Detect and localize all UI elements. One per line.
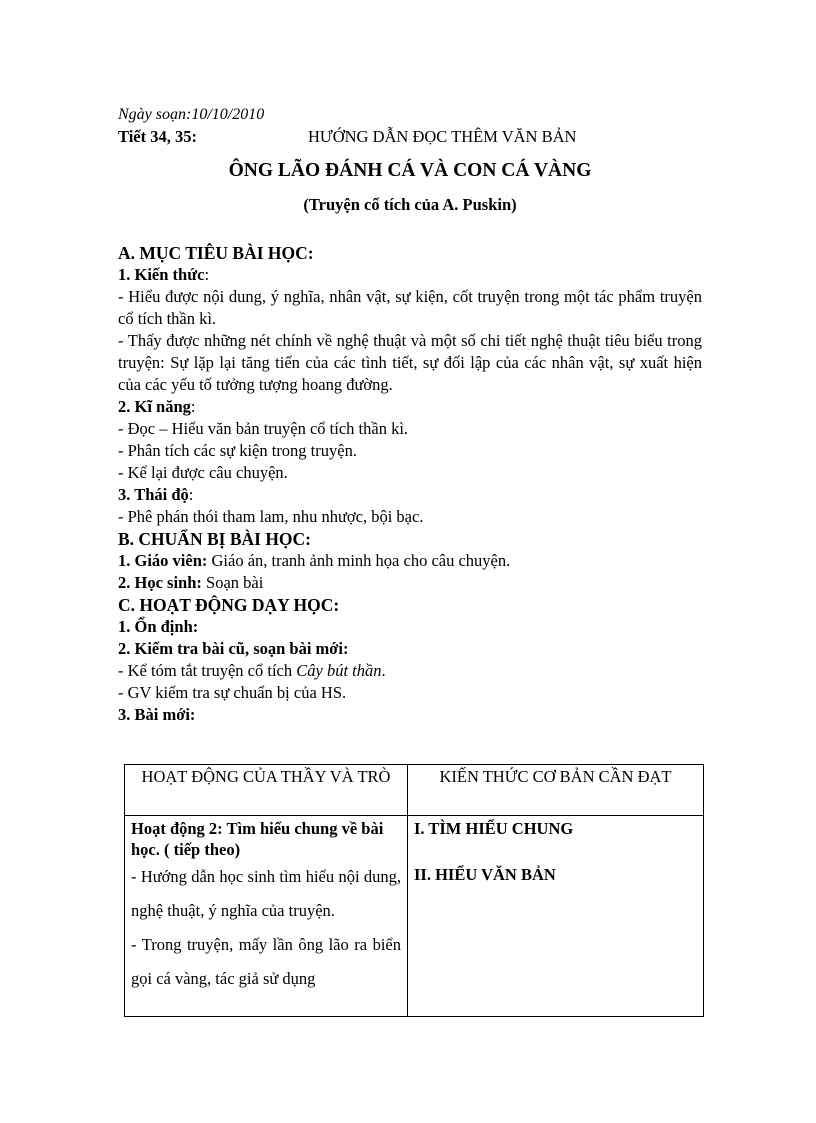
attitude-colon: : bbox=[188, 485, 194, 504]
skill-item-2: - Phân tích các sự kiện trong truyện. bbox=[118, 441, 357, 460]
skills-label: 2. Kĩ năng bbox=[118, 397, 191, 416]
guide-heading: HƯỚNG DẪN ĐỌC THÊM VĂN BẢN bbox=[308, 127, 577, 146]
teacher-prep bbox=[118, 550, 702, 572]
col-header-activities: HOẠT ĐỘNG CỦA THẦY VÀ TRÒ bbox=[125, 765, 408, 816]
attitude-label: 3. Thái độ bbox=[118, 485, 189, 504]
skills-colon: : bbox=[190, 397, 196, 416]
section-c-heading: C. HOẠT ĐỘNG DẠY HỌC: bbox=[118, 595, 340, 615]
skills-heading bbox=[118, 396, 702, 418]
lesson-plan-page bbox=[118, 104, 702, 726]
date-prepared: Ngày soạn:10/10/2010 bbox=[118, 106, 265, 123]
attitude-item-1: - Phê phán thói tham lam, nhu nhược, bội bạc. bbox=[118, 507, 424, 526]
knowledge-point-1: I. TÌM HIỂU CHUNG bbox=[414, 819, 574, 838]
activity-paragraph-1: - Hướng dẫn học sinh tìm hiểu nội dung, nghệ thuật, ý nghĩa của truyện. bbox=[131, 867, 401, 920]
knowledge-heading bbox=[118, 264, 702, 286]
knowledge-item-2: - Thấy được những nét chính về nghệ thuật và một số chi tiết nghệ thuật tiêu biểu trong truyện: Sự lặp lại tăng tiến của các tình tiết, sự đối lập của các nhân vật, sự xuất hiện của các yếu tố tưởng tượng hoang đường. bbox=[118, 331, 702, 394]
knowledge-colon: : bbox=[204, 265, 210, 284]
new-lesson-heading: 3. Bài mới: bbox=[118, 705, 196, 724]
knowledge-point-2: II. HIỂU VĂN BẢN bbox=[414, 865, 556, 884]
review-item-1-end: . bbox=[381, 661, 386, 680]
knowledge-item-1: - Hiểu được nội dung, ý nghĩa, nhân vật, sự kiện, cốt truyện trong một tác phẩm truyện cổ tích thần kì. bbox=[118, 287, 702, 328]
teacher-text: Giáo án, tranh ảnh minh họa cho câu chuyện. bbox=[207, 551, 511, 570]
activity-title: Hoạt động 2: Tìm hiểu chung về bài học. ( tiếp theo) bbox=[131, 819, 384, 859]
skill-item-1: - Đọc – Hiểu văn bản truyện cổ tích thần kì. bbox=[118, 419, 409, 438]
attitude-heading bbox=[118, 484, 702, 506]
stabilize-heading: 1. Ổn định: bbox=[118, 617, 199, 636]
student-label: 2. Học sinh: bbox=[118, 573, 202, 592]
activity-paragraph-2: - Trong truyện, mấy lần ông lão ra biển gọi cá vàng, tác giả sử dụng bbox=[131, 935, 401, 988]
story-title: Cây bút thần bbox=[296, 661, 382, 680]
lesson-row bbox=[118, 126, 702, 148]
section-b-heading: B. CHUẨN BỊ BÀI HỌC: bbox=[118, 529, 312, 549]
review-item-1-text: - Kể tóm tắt truyện cổ tích bbox=[118, 661, 297, 680]
review-heading: 2. Kiểm tra bài cũ, soạn bài mới: bbox=[118, 639, 349, 658]
document-title: ÔNG LÃO ĐÁNH CÁ VÀ CON CÁ VÀNG bbox=[228, 160, 592, 181]
review-item-2: - GV kiểm tra sự chuẩn bị của HS. bbox=[118, 683, 347, 702]
section-a-heading: A. MỤC TIÊU BÀI HỌC: bbox=[118, 243, 314, 263]
student-text: Soạn bài bbox=[201, 573, 264, 592]
col-header-knowledge: KIẾN THỨC CƠ BẢN CẦN ĐẠT bbox=[408, 765, 704, 816]
review-item-1 bbox=[118, 660, 702, 682]
knowledge-label: 1. Kiến thức bbox=[118, 265, 205, 284]
teacher-label: 1. Giáo viên: bbox=[118, 551, 208, 570]
activity-cell bbox=[125, 816, 408, 1017]
knowledge-cell bbox=[408, 816, 704, 1017]
skill-item-3: - Kể lại được câu chuyện. bbox=[118, 463, 288, 482]
lesson-number: Tiết 34, 35: bbox=[118, 127, 197, 146]
activity-table bbox=[124, 764, 704, 1017]
document-subtitle: (Truyện cổ tích của A. Puskin) bbox=[303, 195, 517, 214]
student-prep bbox=[118, 572, 702, 594]
